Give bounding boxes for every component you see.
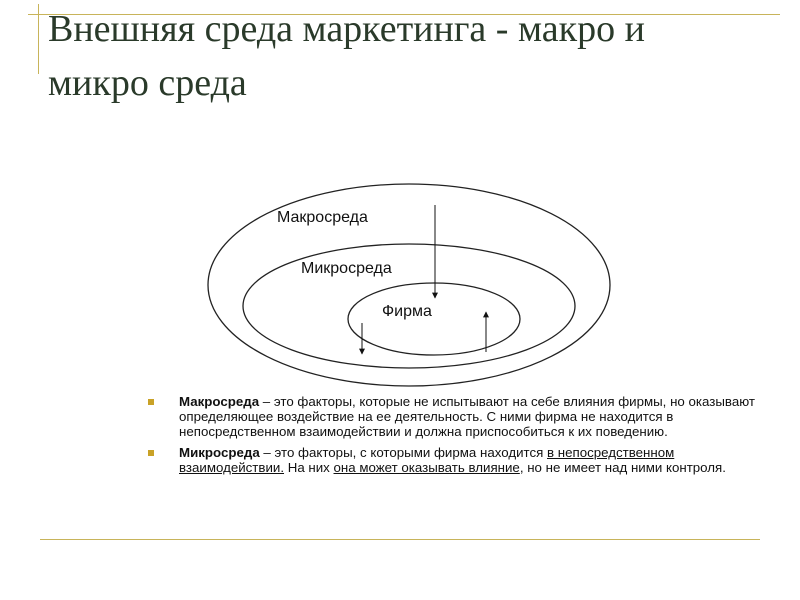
micro-definition-text-2: На них [284,460,334,475]
macro-definition-text: – это факторы, которые не испытывают на себе влияния фирмы, но оказывают определяющее воздействие на ее деятельность. С ними фирма не находится в непосредственном взаимодействии и должна приспособиться к их поведению. [179,394,755,439]
slide-title: Внешняя среда маркетинга - макро и микро среда [48,8,645,104]
bullet-square-icon [148,450,154,456]
firm-ellipse [348,283,520,355]
firm-label: Фирма [382,303,432,320]
micro-definition-underlined-1: в непосредственном взаимодействии. [179,445,675,475]
macro-definition [148,394,768,439]
micro-definition-text-3: , но не имеет над ними контроля. [519,460,726,475]
micro-definition-text-1: – это факторы, с которыми фирма находится [259,445,547,460]
micro-definition-underlined-2: она может оказывать влияние [333,460,520,475]
micro-environment-label: Микросреда [301,260,392,277]
micro-term: Микросреда [179,445,260,460]
definitions-list [148,394,768,481]
macro-environment-label: Макросреда [277,209,368,226]
macro-term: Макросреда [179,394,260,409]
micro-definition [148,445,768,475]
bullet-square-icon [148,399,154,405]
